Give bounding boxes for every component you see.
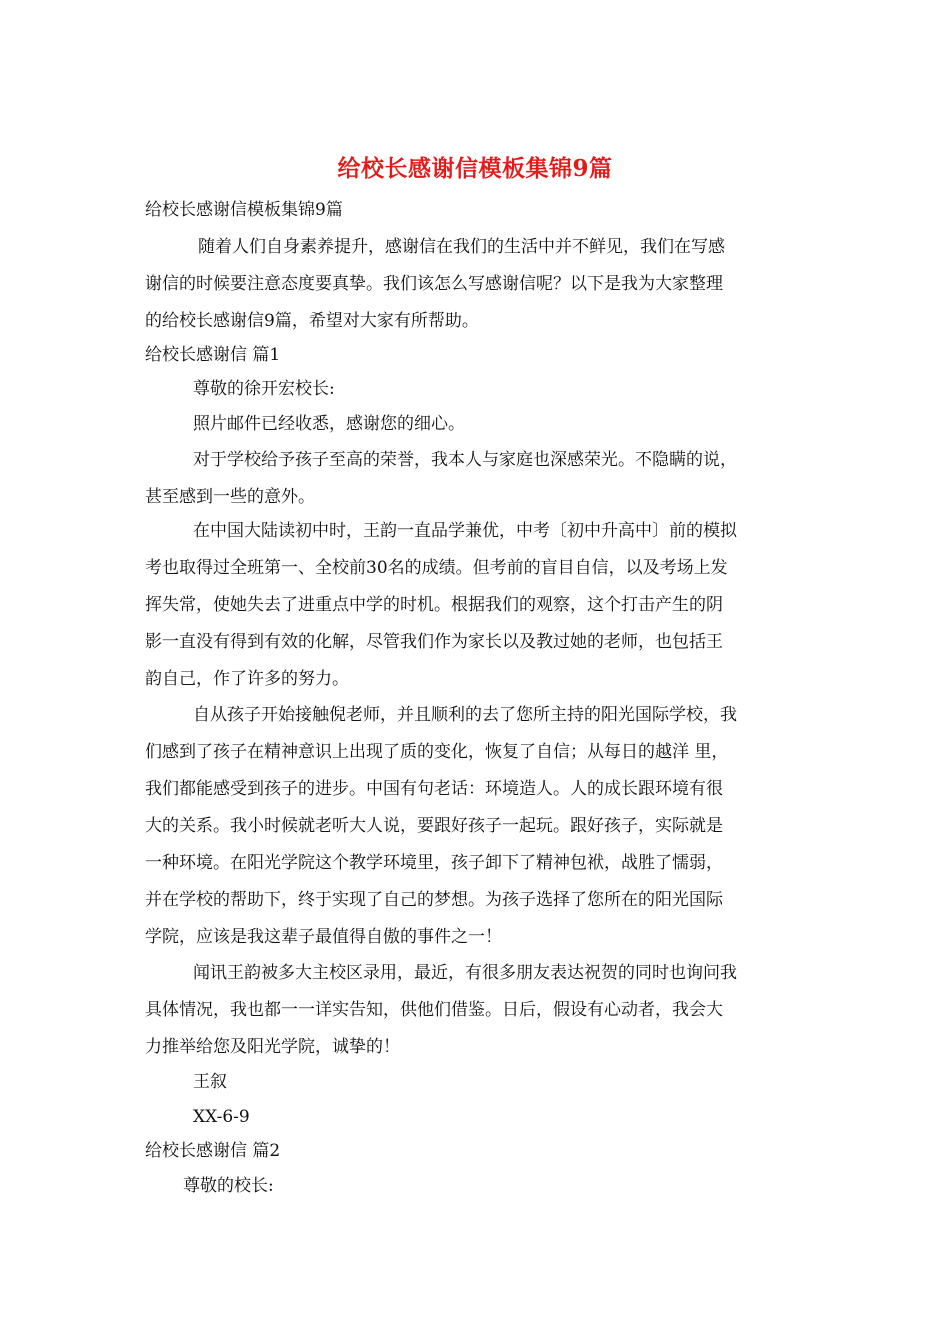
section1-paragraph: 韵自己，作了许多的努力。: [145, 669, 349, 689]
section1-paragraph: 具体情况，我也都一一详实告知，供他们借鉴。日后，假设有心动者，我会大: [145, 1000, 723, 1020]
document-subtitle: 给校长感谢信模板集锦9篇: [145, 200, 343, 220]
section1-paragraph: 甚至感到一些的意外。: [145, 487, 315, 507]
section1-paragraph: 在中国大陆读初中时，王韵一直品学兼优，中考〔初中升高中〕前的模拟: [193, 521, 737, 541]
section1-salutation: 尊敬的徐开宏校长:: [193, 379, 335, 399]
section1-paragraph: 大的关系。我小时候就老听大人说，要跟好孩子一起玩。跟好孩子，实际就是: [145, 816, 723, 836]
section1-paragraph: 并在学校的帮助下，终于实现了自己的梦想。为孩子选择了您所在的阳光国际: [145, 890, 723, 910]
section1-paragraph: 我们都能感受到孩子的进步。中国有句老话：环境造人。人的成长跟环境有很: [145, 779, 723, 799]
section1-paragraph: 对于学校给予孩子至高的荣誉，我本人与家庭也深感荣光。不隐瞒的说，: [193, 450, 737, 470]
section1-paragraph: 影一直没有得到有效的化解，尽管我们作为家长以及教过她的老师，也包括王: [145, 632, 723, 652]
section1-paragraph: 闻讯王韵被多大主校区录用，最近，有很多朋友表达祝贺的同时也询问我: [193, 963, 737, 983]
section1-paragraph: 考也取得过全班第一、全校前30名的成绩。但考前的盲目自信，以及考场上发: [145, 558, 728, 578]
section1-date: XX-6-9: [193, 1107, 250, 1127]
section1-heading: 给校长感谢信 篇1: [145, 345, 281, 365]
intro-line-2: 谢信的时候要注意态度要真挚。我们该怎么写感谢信呢？以下是我为大家整理: [145, 274, 723, 294]
section1-signature: 王叙: [193, 1072, 227, 1092]
section1-paragraph: 们感到了孩子在精神意识上出现了质的变化，恢复了自信；从每日的越洋 里，: [145, 742, 729, 762]
section1-paragraph: 照片邮件已经收悉，感谢您的细心。: [193, 414, 465, 434]
section2-heading: 给校长感谢信 篇2: [145, 1141, 281, 1161]
document-title: 给校长感谢信模板集锦9篇: [337, 155, 613, 182]
section1-paragraph: 力推举给您及阳光学院，诚挚的！: [145, 1037, 400, 1057]
section1-paragraph: 自从孩子开始接触倪老师，并且顺利的去了您所主持的阳光国际学校，我: [193, 705, 737, 725]
intro-line-1: 随着人们自身素养提升，感谢信在我们的生活中并不鲜见，我们在写感: [198, 237, 725, 257]
section1-paragraph: 一种环境。在阳光学院这个教学环境里，孩子卸下了精神包袱，战胜了懦弱，: [145, 853, 723, 873]
section1-paragraph: 挥失常，使她失去了进重点中学的时机。根据我们的观察，这个打击产生的阴: [145, 595, 723, 615]
section1-paragraph: 学院，应该是我这辈子最值得自傲的事件之一！: [145, 927, 502, 947]
intro-line-3: 的给校长感谢信9篇，希望对大家有所帮助。: [145, 311, 479, 331]
section2-salutation: 尊敬的校长:: [183, 1176, 274, 1196]
